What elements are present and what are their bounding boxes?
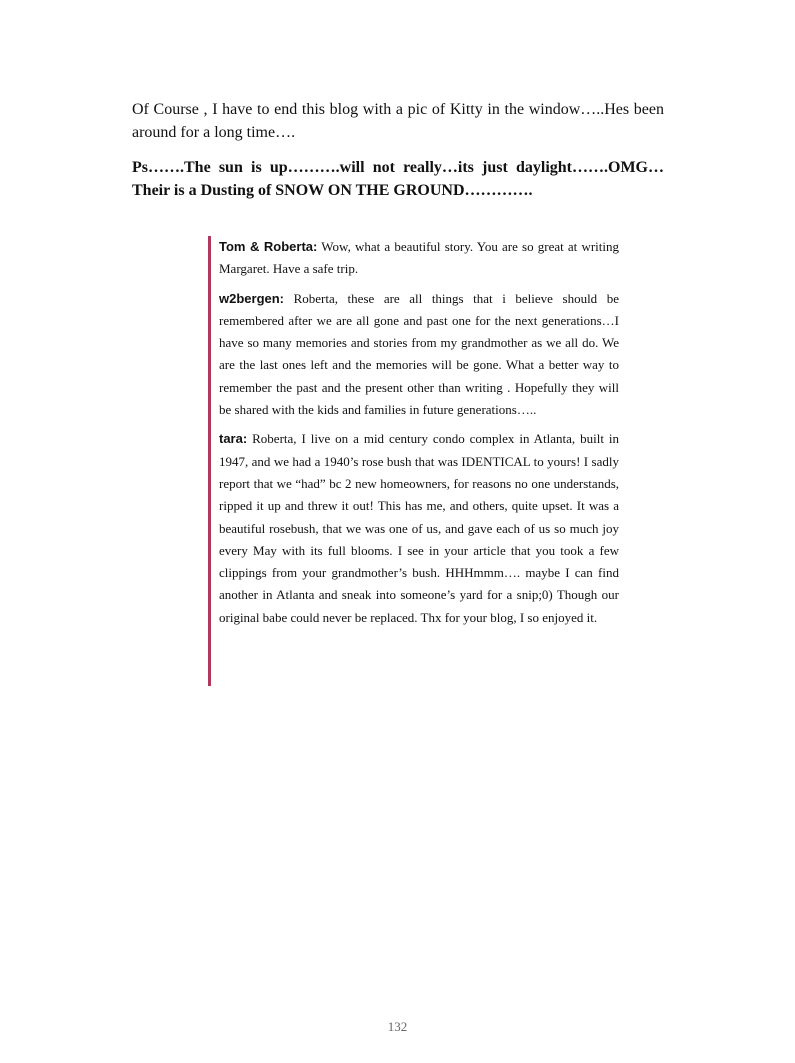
- comment-author: w2bergen:: [219, 290, 285, 306]
- comment-author: Tom & Roberta:: [219, 239, 318, 254]
- comments-block: [208, 236, 619, 686]
- comment: [219, 428, 619, 629]
- comment: [219, 288, 619, 422]
- comment-text: Roberta, these are all things that i believe should be remembered after we are all gone and past one for the next generations…I have so many memories and stories from my grandmother as we all do. We are the last ones left and the memories will be gone. What a better way to remember the past and the present other than writing . Hopefully they will be shared with the kids and families in future generations…..: [219, 290, 620, 418]
- ps-paragraph: Ps…….The sun is up……….will not really…its just daylight…….OMG…Their is a Dusting of SNOW ON THE GROUND………….: [132, 159, 664, 199]
- comment-text: Wow, what a beautiful story. You are so great at writing Margaret. Have a safe trip.: [219, 239, 620, 277]
- intro-paragraph: Of Course , I have to end this blog with a pic of Kitty in the window…..Hes been around for a long time….: [132, 101, 664, 141]
- comment-author: tara:: [219, 431, 248, 447]
- comment-text: Roberta, I live on a mid century condo complex in Atlanta, built in 1947, and we had a 1940’s rose bush that was IDENTICAL to yours! I sadly report that we “had” bc 2 new homeowners, for reasons no one understands, ripped it up and threw it out! This has me, and others, quite upset. It was a beautiful rosebush, that we was one of us, and gave each of us so much joy every May with its full blooms. I see in your article that you took a few clippings from your grandmother’s bush. HHHmmm…. maybe I can find another in Atlanta and sneak into someone’s yard for a snip;0) Though our original babe could never be replaced. Thx for your blog, I so enjoyed it.: [219, 431, 620, 625]
- comment: [219, 236, 619, 281]
- page-number: 132: [387, 1019, 408, 1034]
